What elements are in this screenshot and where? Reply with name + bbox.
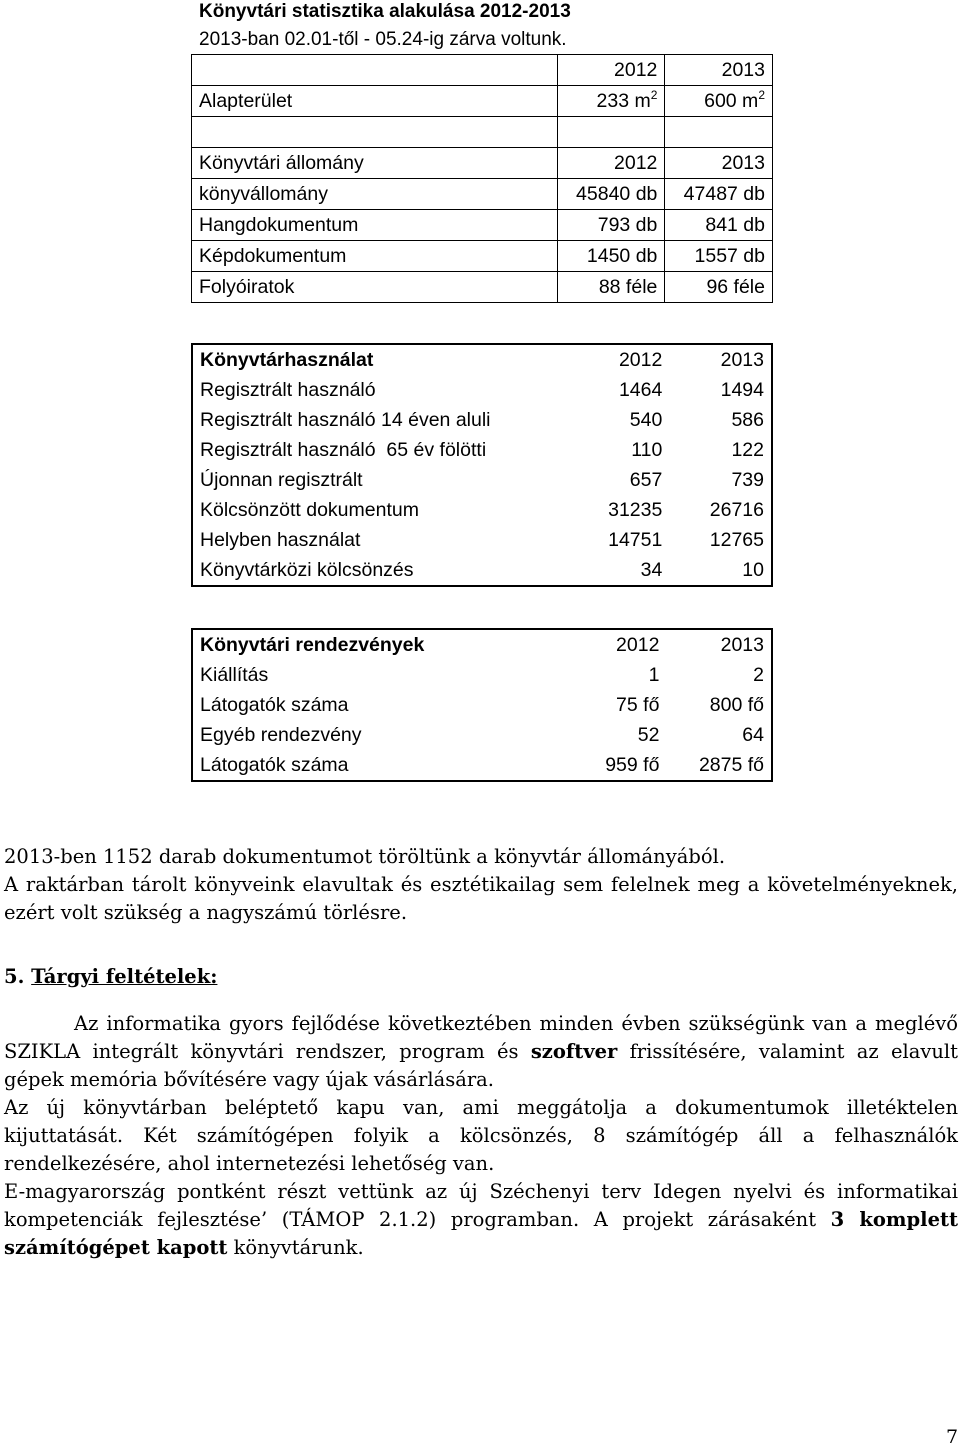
value-2012: 45840 db — [557, 179, 665, 210]
value-2013: 1494 — [720, 379, 764, 401]
value-2012: 52 — [637, 724, 660, 746]
value-2013: 2 — [753, 664, 764, 686]
table-row — [192, 660, 772, 690]
row-label: Kölcsönzött dokumentum — [200, 499, 419, 521]
page-number: 7 — [946, 1426, 959, 1448]
table-cell — [557, 117, 665, 148]
value-2012: 88 féle — [557, 272, 665, 303]
table-row — [192, 555, 772, 586]
value-2013: 12765 — [709, 529, 764, 551]
row-label: Látogatók száma — [200, 754, 349, 776]
table-row — [192, 241, 773, 272]
table-row — [192, 465, 772, 495]
row-label: Kiállítás — [200, 664, 269, 686]
value-2013: 841 db — [665, 210, 773, 241]
row-label: könyvállomány — [192, 179, 558, 210]
value-2012: 34 — [640, 559, 663, 581]
table-row — [192, 375, 772, 405]
table-row — [192, 179, 773, 210]
deletion-paragraph — [4, 843, 958, 927]
library-events-table — [191, 628, 773, 782]
row-label: Hangdokumentum — [192, 210, 558, 241]
table-header-row — [192, 629, 772, 660]
row-label: Folyóiratok — [192, 272, 558, 303]
events-title: Könyvtári rendezvények — [200, 634, 425, 656]
section-heading — [4, 965, 217, 988]
value-2012: 1464 — [618, 379, 663, 401]
table-row — [192, 750, 772, 781]
table-cell — [192, 117, 558, 148]
deletion-reason: A raktárban tárolt könyveink elavultak és esztétikailag sem felelnek meg a követelményeknek, ezért volt szükség a nagyszámú törlésre. — [4, 873, 958, 924]
table-row — [192, 210, 773, 241]
value-2012: 540 — [629, 409, 663, 431]
row-label: Újonnan regisztrált — [200, 469, 363, 491]
deletion-sentence: 2013-ben 1152 darab dokumentumot töröltünk a könyvtár állományából. — [4, 845, 726, 868]
value-2013: 1557 db — [665, 241, 773, 272]
value-2013: 122 — [731, 439, 764, 461]
holdings-title: Könyvtári állomány — [192, 148, 558, 179]
it-development-paragraph: Az informatika gyors fejlődése következtében minden évben szükségünk van a meglévő SZIKLA integrált könyvtári rendszer, program és szoftver frissítésére, valamint az elavult gépek memória bővítésére vagy újak vásárlására. — [4, 1012, 958, 1091]
table-row — [192, 86, 773, 117]
table-cell — [665, 117, 773, 148]
table-row — [192, 720, 772, 750]
row-label: Regisztrált használó 14 éven aluli — [200, 409, 491, 431]
value-2013: 2875 fő — [698, 754, 764, 776]
row-label: Egyéb rendezvény — [200, 724, 362, 746]
row-label-floor-area: Alapterület — [192, 86, 558, 117]
row-label: Könyvtárközi kölcsönzés — [200, 559, 414, 581]
section-title: Tárgyi feltételek: — [31, 965, 218, 988]
table-row — [192, 435, 772, 465]
value-2012: 31235 — [608, 499, 663, 521]
value-2013: 586 — [731, 409, 764, 431]
value-2012: 793 db — [557, 210, 665, 241]
value-2012: 657 — [629, 469, 663, 491]
table-row — [192, 525, 772, 555]
value-2013: 47487 db — [665, 179, 773, 210]
value-2013: 26716 — [709, 499, 764, 521]
row-label: Látogatók száma — [200, 694, 349, 716]
value-2012: 14751 — [608, 529, 663, 551]
column-header-2012: 2012 — [618, 349, 663, 371]
library-usage-table — [191, 343, 773, 587]
table-header-row — [192, 55, 773, 86]
bold-software: szoftver — [530, 1040, 618, 1063]
table-row — [192, 690, 772, 720]
table-cell — [192, 55, 558, 86]
value-2012: 959 fő — [605, 754, 660, 776]
column-header-2012: 2012 — [557, 148, 665, 179]
row-label: Regisztrált használó — [200, 379, 376, 401]
usage-title: Könyvtárhasználat — [200, 349, 374, 371]
column-header-2013: 2013 — [720, 634, 764, 656]
section-body — [4, 1010, 958, 1262]
table-row-empty — [192, 117, 773, 148]
value-2013: 800 fő — [709, 694, 764, 716]
row-label: Képdokumentum — [192, 241, 558, 272]
value-2012: 1 — [648, 664, 660, 686]
row-label: Helyben használat — [200, 529, 361, 551]
security-gate-paragraph: Az új könyvtárban beléptető kapu van, ami meggátolja a dokumentumok illetéktelen kijuttatását. Két számítógépen folyik a kölcsönzés, 8 számítógép áll a felhasználók rendelkezésére, ahol internetezési lehetőség van. — [4, 1096, 958, 1175]
column-header-2013: 2013 — [665, 148, 773, 179]
value-2012: 110 — [631, 439, 663, 461]
value-2013: 64 — [742, 724, 764, 746]
column-header-2013: 2013 — [665, 55, 773, 86]
value-2013: 96 féle — [665, 272, 773, 303]
value-2013: 10 — [742, 559, 764, 581]
table-header-row — [192, 344, 772, 375]
value-2012: 1450 db — [557, 241, 665, 272]
table-header-row — [192, 148, 773, 179]
table-row — [192, 495, 772, 525]
section-number: 5. — [4, 965, 32, 988]
closure-note: 2013-ban 02.01-től - 05.24-ig zárva voltunk. — [199, 29, 567, 50]
value-2012: 75 fő — [616, 694, 660, 716]
column-header-2012: 2012 — [557, 55, 665, 86]
column-header-2012: 2012 — [616, 634, 660, 656]
value-2013: 739 — [731, 469, 764, 491]
floor-area-2012: 233 $m^2$ — [557, 86, 665, 117]
floor-area-table — [191, 54, 773, 303]
column-header-2013: 2013 — [720, 349, 764, 371]
project-paragraph: E-magyarország pontként részt vettünk az új Széchenyi terv Idegen nyelvi és informatikai kompetenciák fejlesztése’ (TÁMOP 2.1.2) programban. A projekt zárásaként 3 komplett számítógépet kapott könyvtárunk. — [4, 1180, 958, 1259]
bold-computers: 3 komplett számítógépet kapott — [4, 1208, 958, 1259]
floor-area-2013: 600 $m^2$ — [665, 86, 773, 117]
table-row — [192, 272, 773, 303]
row-label: Regisztrált használó 65 év fölötti — [200, 439, 487, 461]
table-row — [192, 405, 772, 435]
report-title: Könyvtári statisztika alakulása 2012-2013 — [199, 1, 571, 22]
